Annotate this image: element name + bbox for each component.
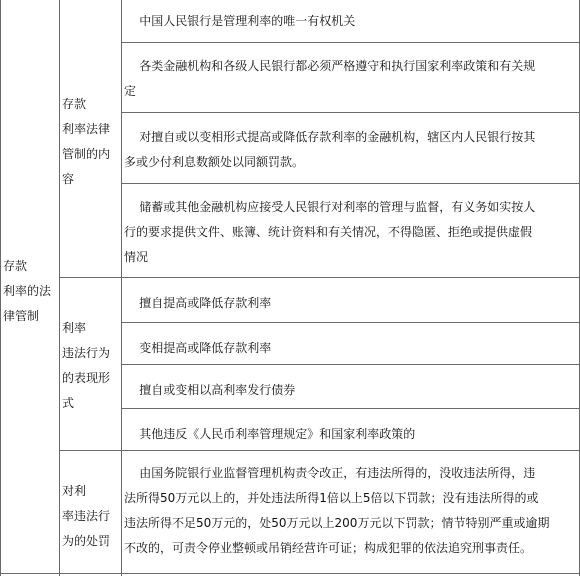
grid-line	[121, 183, 580, 184]
forms-row-3: 擅自或变相以高利率发行债券	[124, 383, 296, 397]
forms-row-4: 其他违反《人民币利率管理规定》和国家利率政策的	[124, 427, 416, 441]
group-label-content: 存款 利率法律 管制的内 容	[62, 97, 111, 186]
group-label-forms: 利率 违法行为 的表现形 式	[62, 321, 111, 410]
grid-line	[121, 0, 122, 576]
forms-row-2: 变相提高或降低存款利率	[124, 341, 272, 355]
penalty-row-1: 由国务院银行业监督管理机构责令改正，有违法所得的，没收违法所得，违 法所得50万元以上的，并处违法所得1倍以上5倍以下罚款；没有违法所得的或 违法所得不足50万元的，处50万元以上200万元以下罚款；情节特别严重或逾期 不改的，可责令停业整顿或吊销经营许可证；构成犯罪的依法追究刑事责任。	[124, 466, 550, 555]
content-row-4: 储蓄或其他金融机构应接受人民银行对利率的管理与监督，有义务如实按人 行的要求提供文件、账簿、统计资料和有关情况，不得隐匿、拒绝或提供虚假 情况	[124, 200, 536, 264]
content-row-3: 对擅自或以变相形式提高或降低存款利率的金融机构，辖区内人民银行按其 多或少付利息数额处以同额罚款。	[124, 130, 536, 169]
content-row-1: 中国人民银行是管理利率的唯一有权机关	[124, 14, 356, 28]
grid-line	[59, 450, 580, 451]
forms-row-1: 擅自提高或降低存款利率	[124, 296, 272, 310]
grid-line	[0, 573, 580, 574]
category-cell: 存款 利率的法 律管制	[3, 259, 52, 323]
grid-line	[121, 112, 580, 113]
grid-line	[0, 0, 1, 576]
group-label-penalty: 对利 率违法行 为的处罚	[62, 484, 111, 548]
grid-line	[121, 364, 580, 365]
grid-line	[121, 322, 580, 323]
grid-line	[121, 42, 580, 43]
grid-line	[59, 277, 580, 278]
content-row-2: 各类金融机构和各级人民银行都必须严格遵守和执行国家利率政策和有关规 定	[124, 59, 536, 98]
grid-line	[59, 0, 60, 576]
grid-line	[121, 408, 580, 409]
